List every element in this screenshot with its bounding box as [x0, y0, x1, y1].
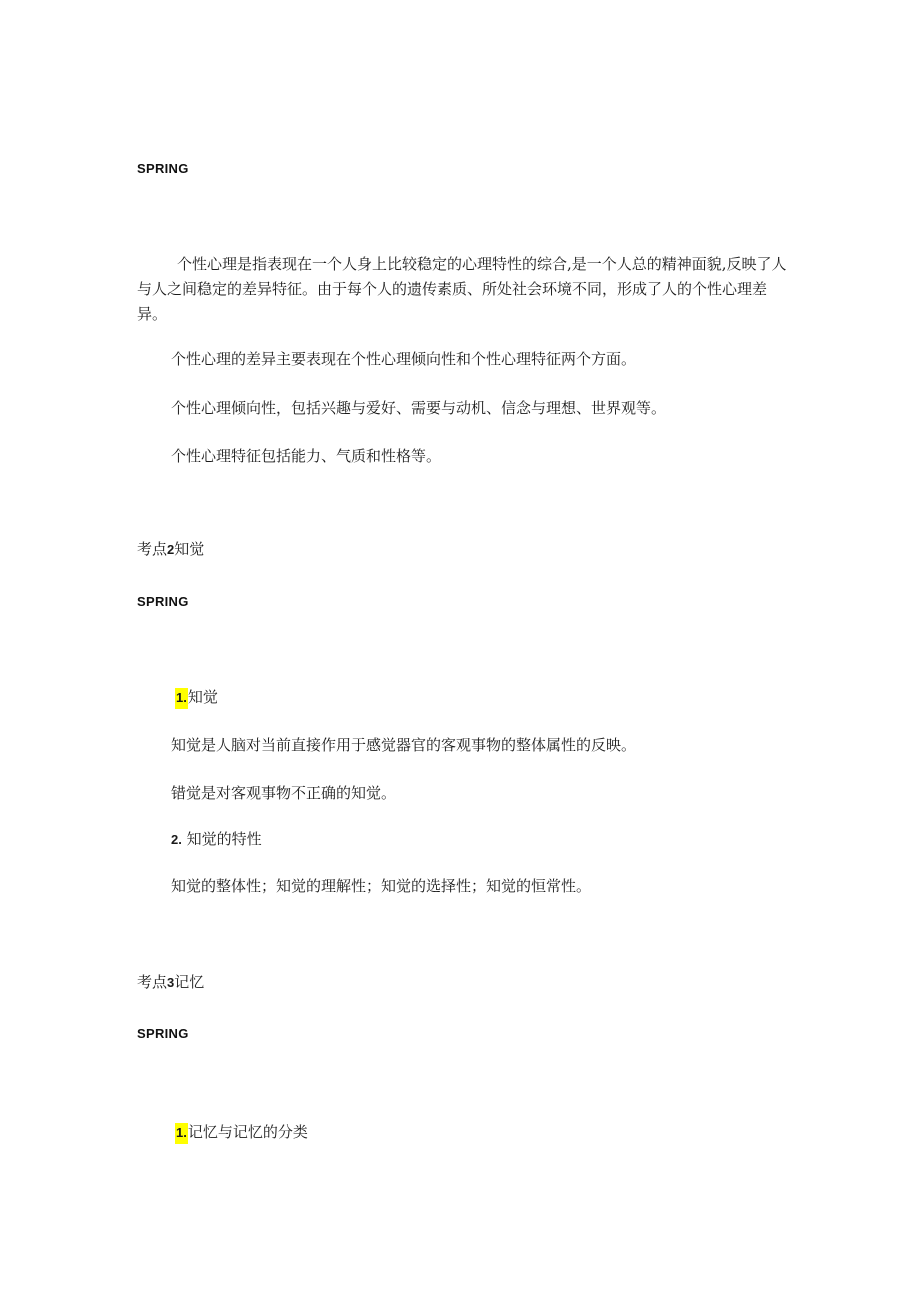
spring-tag-3: SPRING: [137, 1026, 189, 1041]
item-heading-perception-properties: [171, 828, 262, 849]
spring-tag-1: SPRING: [137, 161, 189, 176]
item-number: 2.: [171, 832, 182, 847]
section-title-text: 记忆: [174, 973, 205, 991]
highlighted-number: 1.: [175, 1123, 188, 1144]
section-title-text: 知觉: [174, 540, 205, 558]
section-title-number: 3: [167, 975, 175, 990]
section-title-memory: [137, 971, 204, 992]
paragraph-illusion-definition: 错觉是对客观事物不正确的知觉。: [171, 784, 397, 802]
item-heading-perception: [175, 686, 218, 707]
section-title-number: 2: [167, 542, 175, 557]
paragraph-personality-traits: 个性心理特征包括能力、气质和性格等。: [171, 447, 442, 465]
item-heading-text: 知觉: [187, 688, 218, 706]
item-heading-text: 记忆与记忆的分类: [187, 1123, 308, 1141]
section-title-prefix: 考点: [137, 540, 168, 558]
intro-paragraph: 个性心理是指表现在一个人身上比较稳定的心理特性的综合,是一个人总的精神面貌,反映了人与人之间稳定的差异特征。由于每个人的遗传素质、所处社会环境不同，形成了人的个性心理差异。: [137, 255, 787, 323]
item-heading-memory: [175, 1121, 308, 1142]
highlighted-number: 1.: [175, 688, 188, 709]
paragraph-personality-tendency: 个性心理倾向性，包括兴趣与爱好、需要与动机、信念与理想、世界观等。: [171, 399, 667, 417]
paragraph-perception-definition: 知觉是人脑对当前直接作用于感觉器官的客观事物的整体属性的反映。: [171, 736, 637, 754]
spring-tag-2: SPRING: [137, 594, 189, 609]
paragraph-personality-difference: 个性心理的差异主要表现在个性心理倾向性和个性心理特征两个方面。: [171, 350, 637, 368]
item-heading-text: 知觉的特性: [181, 830, 262, 848]
paragraph-perception-properties: 知觉的整体性；知觉的理解性；知觉的选择性；知觉的恒常性。: [171, 877, 592, 895]
section-title-perception: [137, 538, 204, 559]
section-title-prefix: 考点: [137, 973, 168, 991]
